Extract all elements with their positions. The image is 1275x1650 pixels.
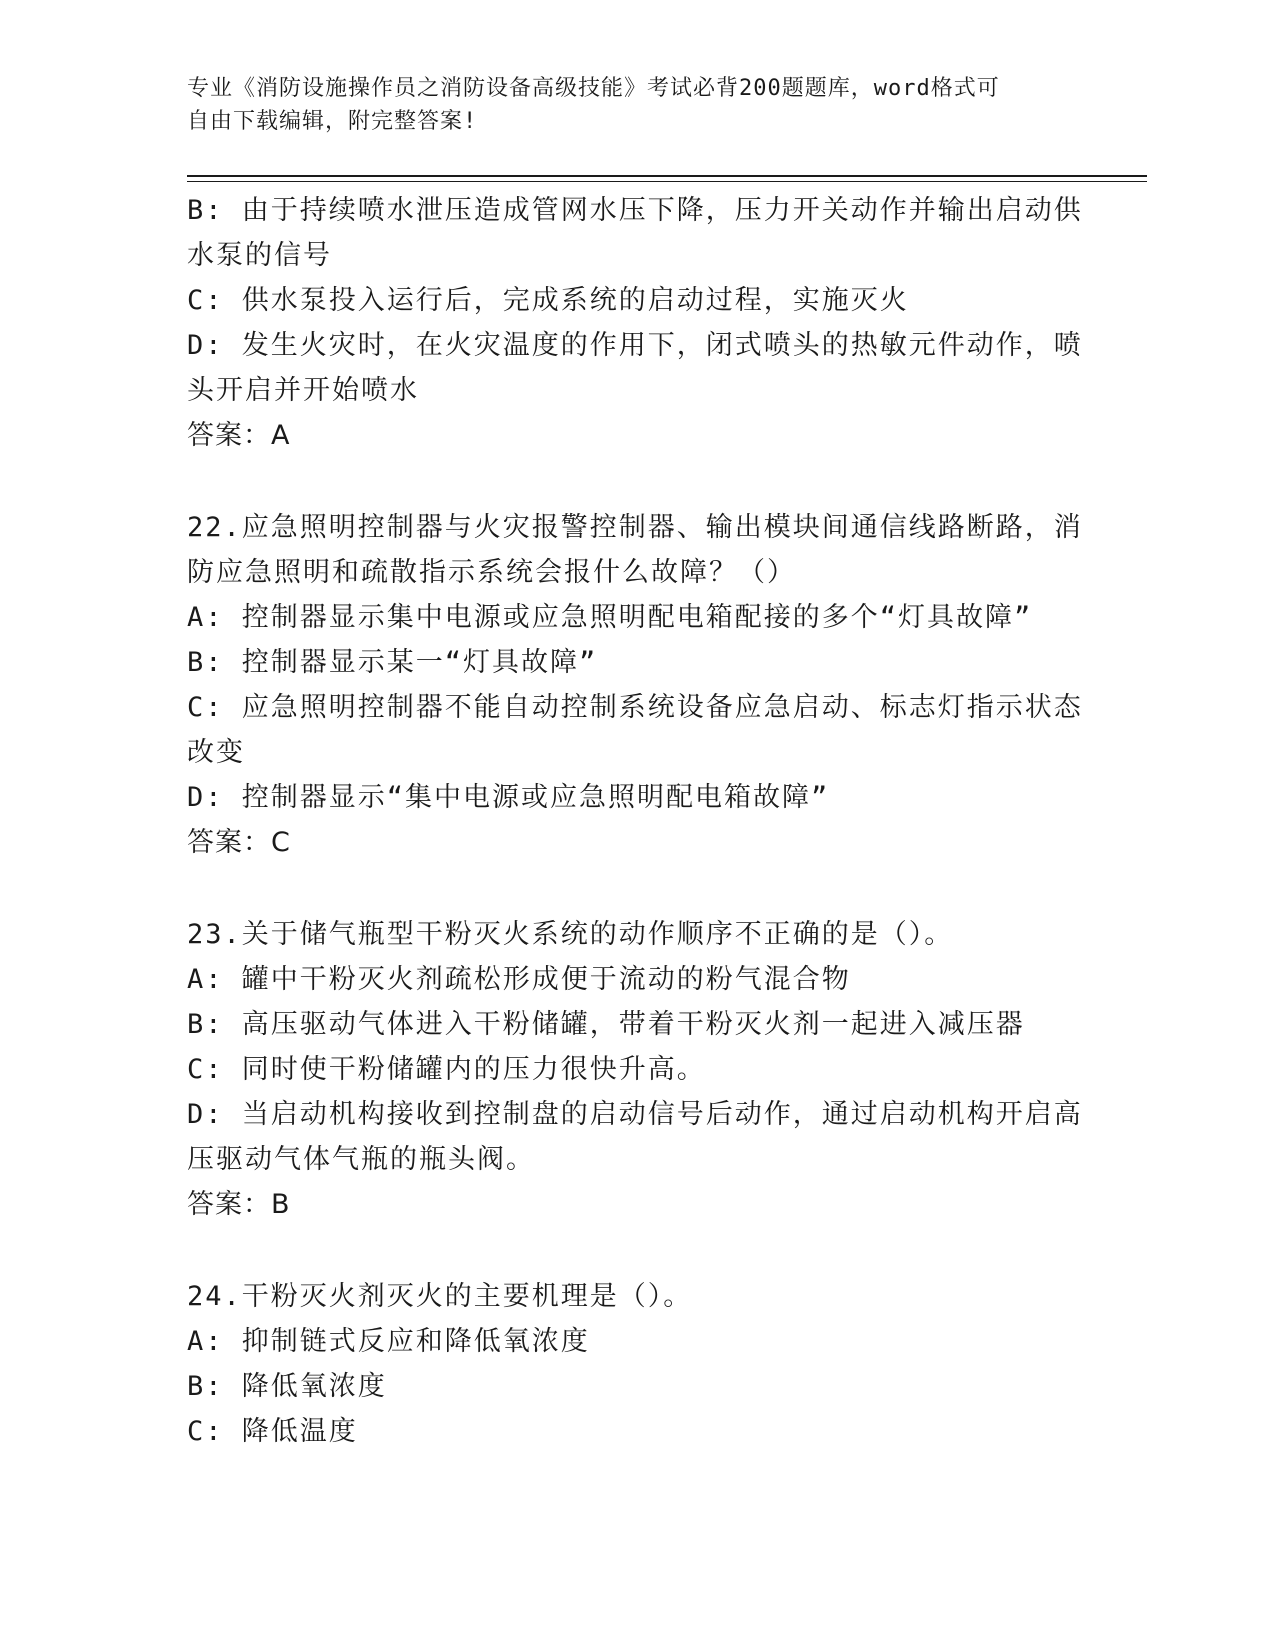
answer-line: 答案：C bbox=[187, 827, 291, 858]
option-b: B: 高压驱动气体进入干粉储罐，带着干粉灭火剂一起进入减压器 bbox=[187, 1009, 1025, 1040]
option-d-cont: 头开启并开始喷水 bbox=[187, 375, 419, 406]
option-c: C: 应急照明控制器不能自动控制系统设备应急启动、标志灯指示状态 bbox=[187, 692, 1083, 723]
answer-line: 答案：B bbox=[187, 1189, 291, 1220]
option-a: A: 控制器显示集中电源或应急照明配电箱配接的多个“灯具故障” bbox=[187, 602, 1033, 633]
answer-line: 答案：A bbox=[187, 420, 291, 451]
option-d: D: 当启动机构接收到控制盘的启动信号后动作，通过启动机构开启高 bbox=[187, 1099, 1083, 1130]
question-stem: 24.干粉灭火剂灭火的主要机理是（）。 bbox=[187, 1281, 693, 1312]
question-24 bbox=[187, 1274, 1067, 1454]
question-23 bbox=[187, 912, 1083, 1227]
option-b: B: 降低氧浓度 bbox=[187, 1371, 387, 1402]
header-rule-thin bbox=[187, 181, 1147, 182]
header-line-1: 专业《消防设施操作员之消防设备高级技能》考试必背200题题库，word格式可 bbox=[187, 76, 1000, 101]
question-stem-cont: 防应急照明和疏散指示系统会报什么故障？（） bbox=[187, 557, 796, 588]
question-list bbox=[187, 188, 1083, 1454]
question-stem: 23.关于储气瓶型干粉灭火系统的动作顺序不正确的是（）。 bbox=[187, 919, 954, 950]
option-b: B: 由于持续喷水泄压造成管网水压下降，压力开关动作并输出启动供 bbox=[187, 195, 1083, 226]
option-c: C: 供水泵投入运行后，完成系统的启动过程，实施灭火 bbox=[187, 285, 909, 316]
option-d: D: 发生火灾时，在火灾温度的作用下，闭式喷头的热敏元件动作，喷 bbox=[187, 330, 1083, 361]
question-22 bbox=[187, 505, 1083, 865]
question-stem: 22.应急照明控制器与火灾报警控制器、输出模块间通信线路断路，消 bbox=[187, 512, 1083, 543]
option-c: C: 同时使干粉储罐内的压力很快升高。 bbox=[187, 1054, 706, 1085]
option-c: C: 降低温度 bbox=[187, 1416, 358, 1447]
header-rule-thick bbox=[187, 175, 1147, 177]
option-b: B: 控制器显示某一“灯具故障” bbox=[187, 647, 598, 678]
option-a: A: 罐中干粉灭火剂疏松形成便于流动的粉气混合物 bbox=[187, 964, 851, 995]
option-d-cont: 压驱动气体气瓶的瓶头阀。 bbox=[187, 1144, 535, 1175]
option-d: D: 控制器显示“集中电源或应急照明配电箱故障” bbox=[187, 782, 830, 813]
document-header bbox=[187, 72, 1087, 138]
header-line-2: 自由下载编辑，附完整答案! bbox=[187, 109, 478, 134]
question-21 bbox=[187, 188, 1083, 458]
option-b-cont: 水泵的信号 bbox=[187, 240, 332, 271]
option-c-cont: 改变 bbox=[187, 737, 245, 768]
option-a: A: 抑制链式反应和降低氧浓度 bbox=[187, 1326, 590, 1357]
